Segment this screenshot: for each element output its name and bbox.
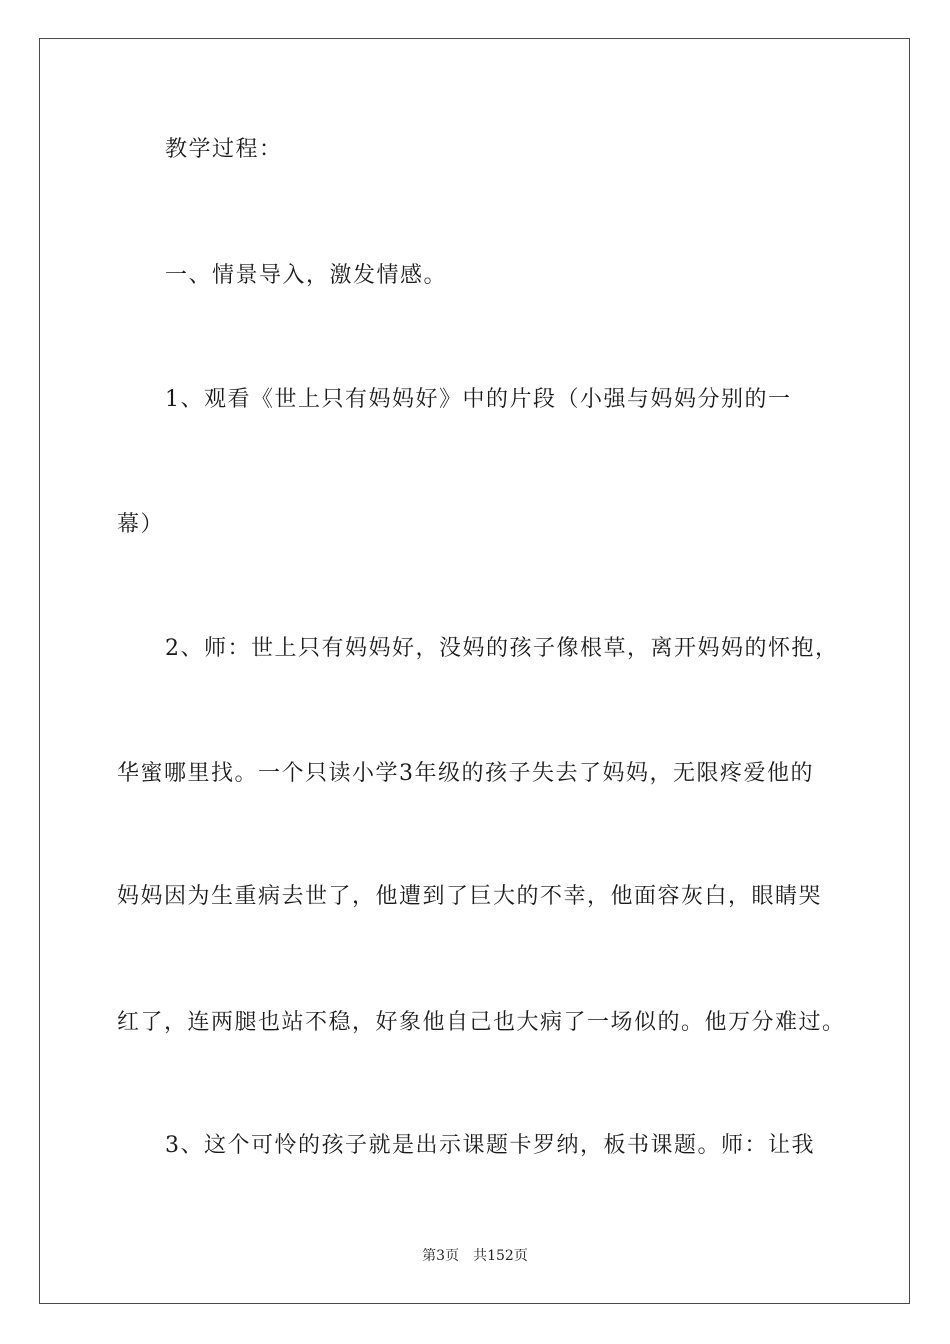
page-number: 第3页 <box>422 1248 460 1264</box>
section-heading-intro: 一、情景导入，激发情感。 <box>165 263 448 288</box>
paragraph-line: 3、这个可怜的孩子就是出示课题卡罗纳，板书课题。师：让我 <box>165 1133 815 1158</box>
total-pages: 共152页 <box>473 1248 528 1264</box>
paragraph-line: 幕） <box>117 512 165 537</box>
paragraph-line: 红了，连两腿也站不稳，好象他自己也大病了一场似的。他万分难过。 <box>117 1010 846 1035</box>
paragraph-line: 1、观看《世上只有妈妈好》中的片段（小强与妈妈分别的一 <box>165 387 792 412</box>
paragraph-line: 妈妈因为生重病去世了，他遭到了巨大的不幸，他面容灰白，眼睛哭 <box>117 884 823 909</box>
paragraph-line: 华蜜哪里找。一个只读小学3年级的孩子失去了妈妈，无限疼爱他的 <box>117 761 814 786</box>
page-footer <box>0 1247 950 1265</box>
paragraph-line: 2、师：世上只有妈妈好，没妈的孩子像根草，离开妈妈的怀抱， <box>165 636 839 661</box>
section-heading-teaching-process: 教学过程： <box>165 137 283 162</box>
page-frame <box>39 38 910 1304</box>
